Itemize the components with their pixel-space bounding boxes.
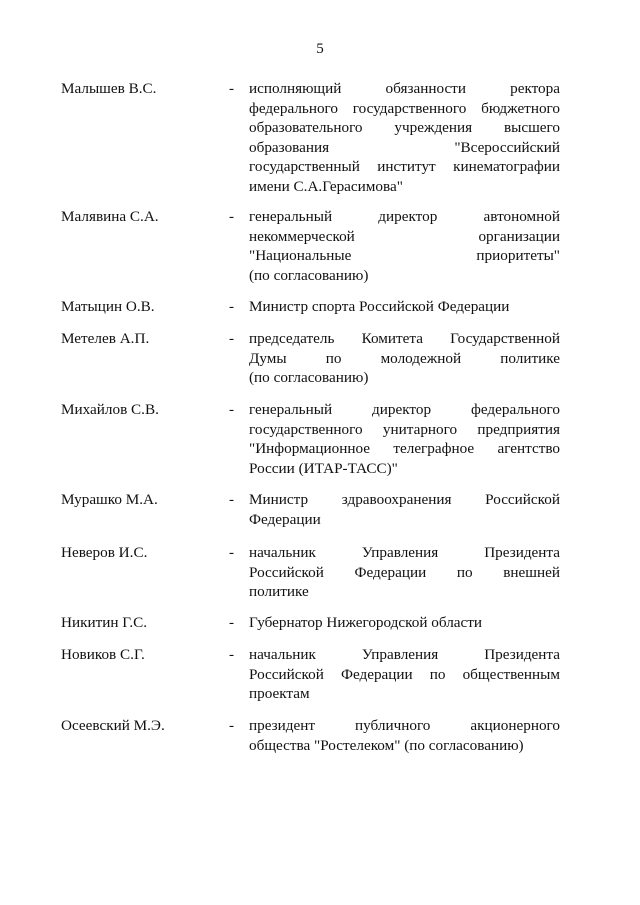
position-line: России (ИТАР-ТАСС)" xyxy=(249,459,398,477)
position-line: (по согласованию) xyxy=(249,369,369,386)
position-line: председатель Комитета Государственной xyxy=(249,330,560,347)
position-line: Федерации xyxy=(249,510,321,528)
position-line: исполняющий обязанности ректора xyxy=(249,80,560,97)
member-name: Малявина С.А. xyxy=(61,208,159,225)
position-line: общества "Ростелеком" (по согласованию) xyxy=(249,736,524,754)
member-position xyxy=(249,79,560,196)
position-line: Губернатор Нижегородской области xyxy=(249,614,483,631)
member-name: Михайлов С.В. xyxy=(61,401,159,418)
separator-dash: - xyxy=(229,80,235,97)
position-line: Думы по молодежной политике xyxy=(249,349,560,367)
member-name: Никитин Г.С. xyxy=(61,614,148,631)
separator-dash: - xyxy=(229,491,235,508)
separator-dash: - xyxy=(229,401,235,418)
member-position xyxy=(249,490,560,529)
position-line: генеральный директор автономной xyxy=(249,208,560,225)
position-line: образования "Всероссийский xyxy=(249,138,560,156)
member-position xyxy=(249,297,560,317)
position-line: некоммерческой организации xyxy=(249,227,560,245)
position-line: Российской Федерации по общественным xyxy=(249,665,560,683)
position-line: политике xyxy=(249,583,309,600)
page-number: 5 xyxy=(316,41,324,57)
member-name: Неверов И.С. xyxy=(61,544,148,561)
position-line: "Национальные приоритеты" xyxy=(249,247,560,264)
position-line: (по согласованию) xyxy=(249,266,369,284)
separator-dash: - xyxy=(229,646,235,663)
position-line: Министр спорта Российской Федерации xyxy=(249,298,510,315)
position-line: государственный институт кинематографии xyxy=(249,158,560,175)
separator-dash: - xyxy=(229,717,235,734)
position-line: "Информационное телеграфное агентство xyxy=(249,440,560,457)
position-line: государственного унитарного предприятия xyxy=(249,420,560,438)
member-position xyxy=(249,645,560,704)
position-line: федерального государственного бюджетного xyxy=(249,99,560,117)
separator-dash: - xyxy=(229,298,235,315)
position-line: президент публичного акционерного xyxy=(249,717,560,734)
member-position xyxy=(249,543,560,602)
member-name: Осеевский М.Э. xyxy=(61,717,165,734)
member-name: Малышев В.С. xyxy=(61,80,157,97)
separator-dash: - xyxy=(229,208,235,225)
member-position xyxy=(249,329,560,388)
member-name: Матыцин О.В. xyxy=(61,298,155,315)
separator-dash: - xyxy=(229,614,235,631)
member-name: Мурашко М.А. xyxy=(61,491,158,508)
position-line: имени С.А.Герасимова" xyxy=(249,177,403,195)
separator-dash: - xyxy=(229,544,235,561)
separator-dash: - xyxy=(229,330,235,347)
member-position xyxy=(249,613,560,633)
member-name: Метелев А.П. xyxy=(61,330,150,347)
position-line: начальник Управления Президента xyxy=(249,646,560,663)
member-position xyxy=(249,207,560,285)
position-line: образовательного учреждения высшего xyxy=(249,119,560,136)
position-line: генеральный директор федерального xyxy=(249,401,560,418)
member-position xyxy=(249,400,560,478)
position-line: начальник Управления Президента xyxy=(249,544,560,561)
member-name: Новиков С.Г. xyxy=(61,646,145,663)
position-line: Российской Федерации по внешней xyxy=(249,563,560,581)
position-line: проектам xyxy=(249,685,310,702)
member-position xyxy=(249,716,560,755)
position-line: Министр здравоохранения Российской xyxy=(249,491,560,508)
